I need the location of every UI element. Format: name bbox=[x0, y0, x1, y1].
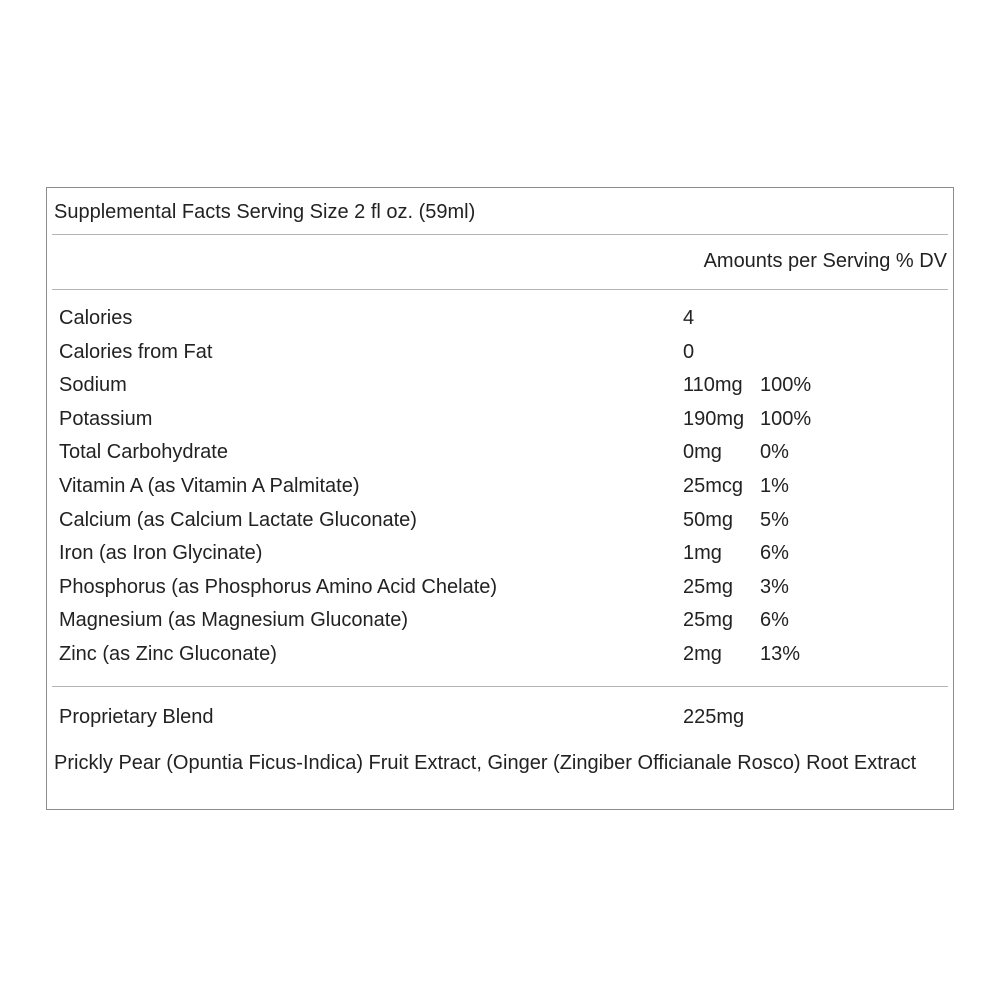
nutrient-row bbox=[59, 408, 939, 442]
nutrient-name: Potassium bbox=[59, 407, 153, 430]
nutrient-amount: 1mg bbox=[683, 542, 722, 565]
nutrient-row bbox=[59, 643, 939, 677]
nutrient-dv: 13% bbox=[760, 642, 801, 665]
nutrient-amount: 25mcg bbox=[683, 474, 744, 497]
column-header: Amounts per Serving % DV bbox=[703, 250, 947, 272]
nutrient-name: Magnesium (as Magnesium Gluconate) bbox=[59, 609, 409, 632]
nutrient-row bbox=[59, 576, 939, 610]
nutrient-row bbox=[59, 374, 939, 408]
nutrient-dv: 6% bbox=[760, 542, 789, 565]
nutrient-name: Iron (as Iron Glycinate) bbox=[59, 542, 263, 565]
panel-title: Supplemental Facts Serving Size 2 fl oz. (59ml) bbox=[54, 201, 476, 223]
nutrient-name: Calcium (as Calcium Lactate Gluconate) bbox=[59, 508, 417, 531]
nutrient-amount: 50mg bbox=[683, 508, 734, 531]
blend-name: Proprietary Blend bbox=[59, 706, 214, 728]
nutrient-row bbox=[59, 609, 939, 643]
nutrient-name: Vitamin A (as Vitamin A Palmitate) bbox=[59, 474, 360, 497]
nutrient-dv: 100% bbox=[760, 374, 812, 397]
nutrient-amount: 25mg bbox=[683, 609, 734, 632]
nutrient-name: Sodium bbox=[59, 374, 127, 397]
divider bbox=[52, 686, 948, 687]
nutrient-row bbox=[59, 341, 939, 375]
divider bbox=[52, 289, 948, 290]
nutrient-row bbox=[59, 509, 939, 543]
nutrient-dv: 100% bbox=[760, 407, 812, 430]
nutrient-amount: 25mg bbox=[683, 575, 734, 598]
nutrient-name: Zinc (as Zinc Gluconate) bbox=[59, 642, 277, 665]
nutrient-dv: 1% bbox=[760, 474, 789, 497]
nutrient-dv: 6% bbox=[760, 609, 789, 632]
nutrient-amount: 110mg bbox=[683, 374, 743, 397]
nutrient-dv: 5% bbox=[760, 508, 789, 531]
divider bbox=[52, 234, 948, 235]
nutrient-amount: 190mg bbox=[683, 407, 745, 430]
nutrient-list bbox=[59, 307, 939, 677]
nutrient-dv: 3% bbox=[760, 575, 789, 598]
blend-amount: 225mg bbox=[683, 706, 745, 728]
nutrient-name: Total Carbohydrate bbox=[59, 441, 228, 464]
nutrient-name: Calories from Fat bbox=[59, 340, 213, 363]
nutrient-row bbox=[59, 441, 939, 475]
nutrient-row bbox=[59, 542, 939, 576]
nutrient-row bbox=[59, 475, 939, 509]
proprietary-blend-row bbox=[59, 706, 939, 736]
nutrient-amount: 0mg bbox=[683, 441, 722, 464]
blend-ingredients: Prickly Pear (Opuntia Ficus-Indica) Fruit Extract, Ginger (Zingiber Officianale Rosco) Root Extract bbox=[54, 752, 917, 774]
nutrient-name: Calories bbox=[59, 307, 133, 329]
nutrient-name: Phosphorus (as Phosphorus Amino Acid Chelate) bbox=[59, 575, 498, 598]
supplement-facts-panel bbox=[46, 187, 954, 810]
nutrient-amount: 2mg bbox=[683, 642, 722, 665]
nutrient-amount: 0 bbox=[683, 340, 695, 363]
nutrient-amount: 4 bbox=[683, 307, 695, 329]
nutrient-row bbox=[59, 307, 939, 341]
nutrient-dv: 0% bbox=[760, 441, 789, 464]
